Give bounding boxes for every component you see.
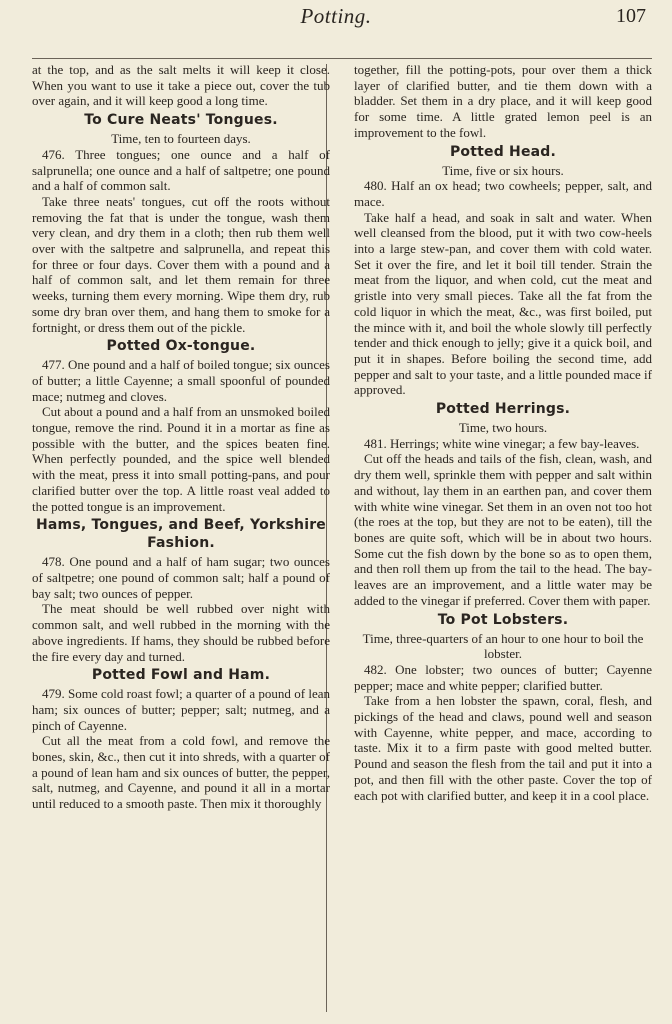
header-rule [32, 58, 652, 59]
recipe-heading: Potted Herrings. [435, 401, 571, 418]
recipe-heading: Potted Head. [449, 143, 557, 160]
left-column [32, 62, 330, 1020]
recipe-heading: Potted Ox-tongue. [106, 338, 256, 355]
paragraph: 482. One lobster; two ounces of butter; Cayenne pepper; mace and white pepper; clarified butter. [354, 661, 652, 693]
recipe-heading: To Cure Neats' Tongues. [84, 112, 278, 129]
recipe-heading: To Pot Lobsters. [437, 611, 569, 628]
cooking-time: Time, ten to fourteen days. [111, 131, 251, 147]
recipe-heading: Hams, Tongues, and Beef, Yorkshire Fashion. [35, 517, 327, 552]
text-columns [32, 62, 652, 1020]
paragraph: Take half a head, and soak in salt and water. When well cleansed from the blood, put it with two cow-heels into a large stew-pan, and cover them with cold water. Set it over the fire, and let it boil till tender. Strain the meat from the liquor, and when cold, cut the meat and gristle into very small pieces. Take all the fat from the cold liquor in which the meat, &c., was first boiled, put the mince with it, and boil the whole slowly till perfectly tender and thick enough to jelly; give it a quick boil, and put it in shapes. Before boiling the second time, add pepper and salt to your taste, and a little pounded mace if approved. [354, 209, 652, 398]
paragraph: 479. Some cold roast fowl; a quarter of a pound of lean ham; six ounces of butter; pepper; salt; nutmeg, and a pinch of Cayenne. [32, 686, 330, 733]
paragraph: Take from a hen lobster the spawn, coral, flesh, and pickings of the head and claws, pound well and season with Cayenne, white pepper, and mace, according to taste. Mix it to a firm paste with good melted butter. Pound and season the flesh from the tail and put it into a pot, and then fill with the other paste. Cover the top of each pot with clarified butter, and keep it in a cool place. [354, 693, 652, 803]
paragraph: 480. Half an ox head; two cowheels; pepper, salt, and mace. [354, 178, 652, 209]
cooking-time: Time, three-quarters of an hour to one hour to boil the lobster. [362, 630, 644, 662]
page-number: 107 [616, 5, 646, 27]
paragraph: 478. One pound and a half of ham sugar; two ounces of saltpetre; one pound of common salt; half a pound of bay salt; two ounces of pepper. [32, 554, 330, 601]
right-column [354, 62, 652, 1020]
paragraph: Cut about a pound and a half from an unsmoked boiled tongue, remove the rind. Pound it in a mortar as fine as possible with the butter, and the spices beaten fine. When perfectly pounded, and the spice well blended with the meat, press it into small potting-pans, and pour clarified butter over the top. A little roast veal added to the potted tongue is an improvement. [32, 404, 330, 514]
paragraph: The meat should be well rubbed over night with common salt, and well rubbed in the morning with the above ingredients. If hams, they should be rubbed before the fire every day and turned. [32, 601, 330, 664]
paragraph: 477. One pound and a half of boiled tongue; six ounces of butter; a little Cayenne; a small spoonful of pounded mace; nutmeg and cloves. [32, 357, 330, 404]
running-title: Potting. [300, 4, 372, 28]
paragraph: Cut all the meat from a cold fowl, and remove the bones, skin, &c., then cut it into shreds, with a quarter of a pound of lean ham and six ounces of butter, the pepper, salt, nutmeg, and Cayenne, and pound it all in a mortar until reduced to a smooth paste. Then mix it thoroughly [32, 733, 330, 812]
paragraph: Take three neats' tongues, cut off the roots without removing the fat that is under the tongue, wash them very clean, and dry them in a cloth; then rub them well over with the saltpetre and salprunella, and repeat this for three or four days. Cover them with a pound and a half of common salt, and let them remain for three weeks, turning them every morning. Wipe them dry, rub some dry bran over them, and hang them to smoke for a fortnight, or dress them out of the pickle. [32, 193, 330, 335]
continued-paragraph: at the top, and as the salt melts it will keep it close. When you want to use it take a piece out, cover the tub over again, and it will keep good a long time. [32, 62, 330, 109]
paragraph: 481. Herrings; white wine vinegar; a few bay-leaves. [364, 435, 640, 451]
running-head [0, 4, 672, 34]
paragraph: 476. Three tongues; one ounce and a half of salprunella; one ounce and a half of saltpetre; one pound and a half of common salt. [32, 146, 330, 194]
continued-paragraph: together, fill the potting-pots, pour over them a thick layer of clarified butter, and tie them down with a bladder. Set them in a dry place, and it will keep good for some time. A little grated lemon peel is an improvement to the fowl. [354, 62, 652, 140]
recipe-heading: Potted Fowl and Ham. [91, 667, 271, 684]
paragraph: Cut off the heads and tails of the fish, clean, wash, and dry them well, sprinkle them with pepper and salt within and without, lay them in an earthen pan, and cover them with white wine vinegar. Set them in an oven not too hot (the roes at the top, but they are not to be eaten), till the bones are quite soft, which will be in about two hours. Some cut the fish down by the bone so as to open them, and then roll them up from the tail to the head. The bay-leaves are an improvement, and a little water may be added to the vinegar if preferred. Cover them with paper. [354, 451, 652, 608]
cooking-time: Time, five or six hours. [442, 162, 564, 178]
cooking-time: Time, two hours. [458, 420, 548, 436]
